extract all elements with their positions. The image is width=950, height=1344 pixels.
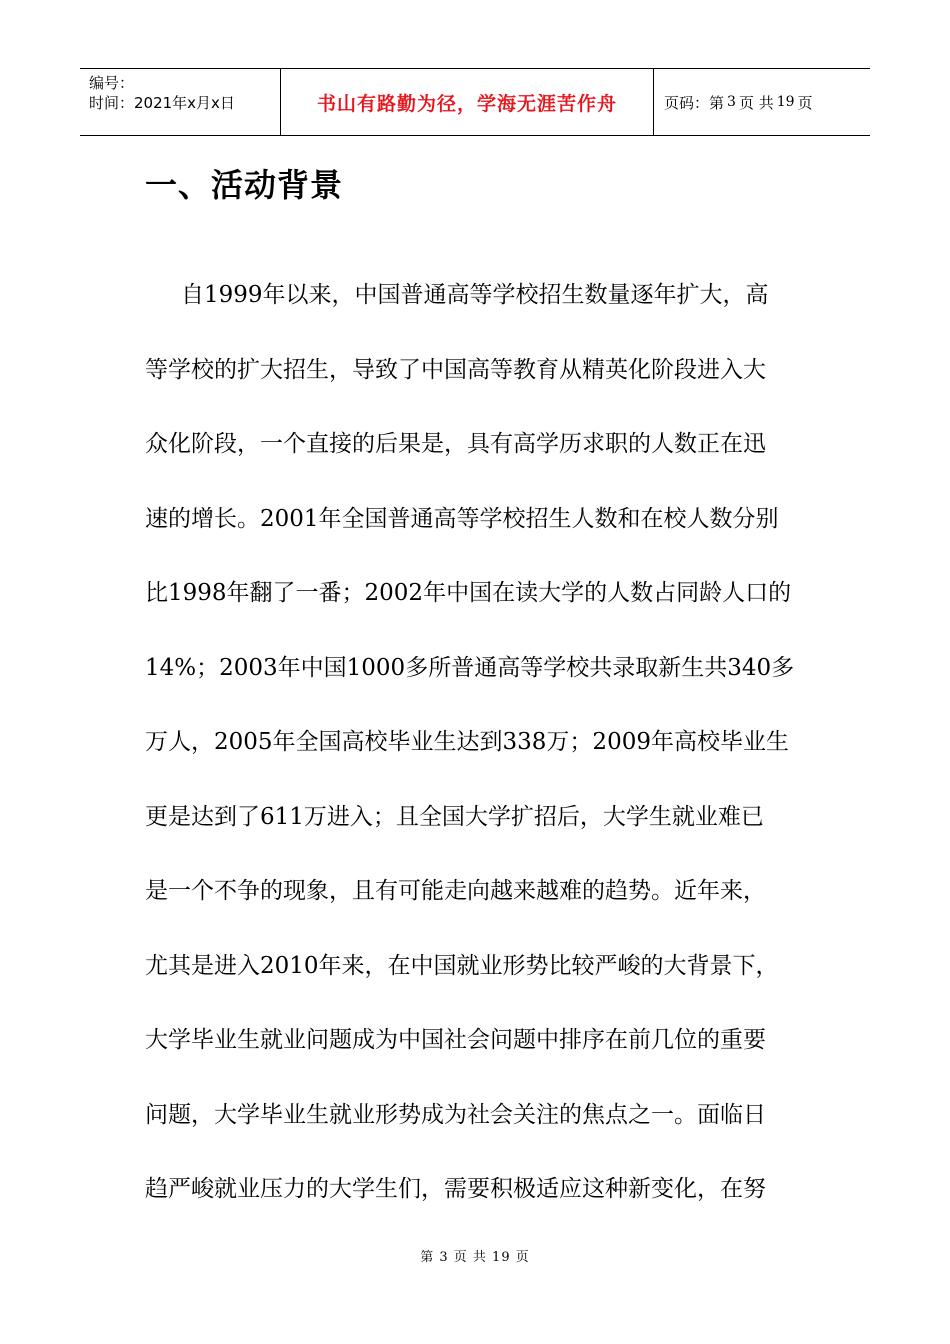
page-suffix: 页 xyxy=(797,93,813,112)
body-line: 众化阶段，一个直接的后果是，具有高学历求职的人数正在迅 xyxy=(145,431,766,457)
body-line: 14%；2003年中国1000多所普通高等学校共录取新生共340多 xyxy=(145,654,795,681)
document-header xyxy=(80,68,870,136)
number-label: 编号： xyxy=(89,74,135,92)
body-line: 自1999年以来，中国普通高等学校招生数量逐年扩大，高 xyxy=(181,282,769,308)
page-footer: 第 3 页 共 19 页 xyxy=(420,1250,530,1265)
section-title: 一、活动背景 xyxy=(145,166,344,204)
body-line: 更是达到了611万进入；且全国大学扩招后，大学生就业难已 xyxy=(145,803,764,830)
body-line: 等学校的扩大招生，导致了中国高等教育从精英化阶段进入大 xyxy=(145,356,766,383)
header-motto: 书山有路勤为径，学海无涯苦作舟 xyxy=(316,92,617,115)
body-line: 速的增长。2001年全国普通高等学校招生人数和在校人数分别 xyxy=(145,505,779,532)
time-label: 时间：2021年x月x日 xyxy=(89,94,235,112)
header-meta-cell xyxy=(80,69,281,135)
body-line: 是一个不争的现象，且有可能走向越来越难的趋势。近年来， xyxy=(145,878,766,904)
page-mid: 页 共 xyxy=(738,93,774,112)
body-line: 大学毕业生就业问题成为中国社会问题中排序在前几位的重要 xyxy=(145,1027,766,1053)
body-line: 万人，2005年全国高校毕业生达到338万；2009年高校毕业生 xyxy=(145,729,789,755)
header-motto-cell xyxy=(281,69,654,135)
body-paragraph xyxy=(145,258,810,1227)
page-prefix: 页码：第 xyxy=(664,93,725,112)
page-current: 3 xyxy=(727,94,736,110)
page-total: 19 xyxy=(776,94,795,110)
body-line: 问题，大学毕业生就业形势成为社会关注的焦点之一。面临日 xyxy=(145,1101,766,1128)
header-page-cell xyxy=(654,69,870,135)
body-line: 比1998年翻了一番；2002年中国在读大学的人数占同龄人口的 xyxy=(145,580,792,606)
body-line: 趋严峻就业压力的大学生们，需要积极适应这种新变化，在努 xyxy=(145,1176,766,1202)
body-line: 尤其是进入2010年来，在中国就业形势比较严峻的大背景下， xyxy=(145,952,779,979)
